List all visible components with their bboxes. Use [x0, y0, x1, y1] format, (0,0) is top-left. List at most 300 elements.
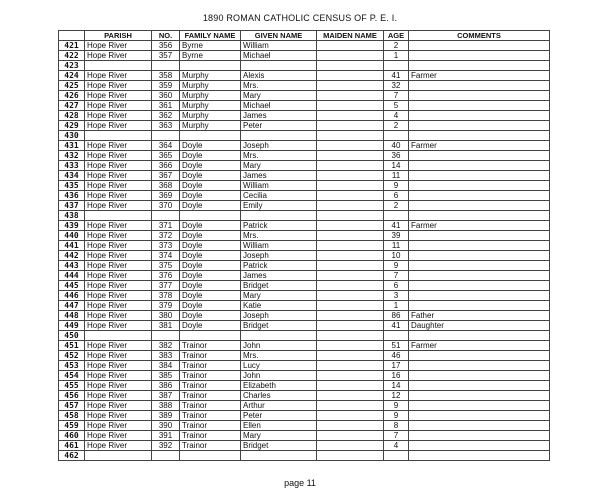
given-name-cell: Mary	[241, 161, 317, 171]
table-row	[59, 211, 550, 221]
family-name-cell	[180, 61, 241, 71]
no-cell: 379	[152, 301, 180, 311]
given-name-cell: Elizabeth	[241, 381, 317, 391]
table-row	[59, 51, 550, 61]
row-number: 450	[59, 331, 85, 341]
parish-cell: Hope River	[85, 361, 152, 371]
comments-header: COMMENTS	[409, 31, 550, 41]
parish-cell: Hope River	[85, 431, 152, 441]
age-cell: 7	[384, 431, 409, 441]
given-name-cell: Alexis	[241, 71, 317, 81]
table-row	[59, 131, 550, 141]
maiden-name-cell	[317, 111, 384, 121]
age-cell: 6	[384, 191, 409, 201]
row-number: 432	[59, 151, 85, 161]
maiden-name-cell	[317, 191, 384, 201]
comments-cell	[409, 371, 550, 381]
no-cell: 358	[152, 71, 180, 81]
row-number: 445	[59, 281, 85, 291]
given-name-cell: Peter	[241, 121, 317, 131]
maiden-name-cell	[317, 81, 384, 91]
row-number: 429	[59, 121, 85, 131]
row-number: 452	[59, 351, 85, 361]
parish-cell: Hope River	[85, 241, 152, 251]
table-row	[59, 391, 550, 401]
table-row	[59, 281, 550, 291]
parish-cell: Hope River	[85, 121, 152, 131]
table-row	[59, 161, 550, 171]
age-cell: 8	[384, 421, 409, 431]
comments-cell	[409, 331, 550, 341]
given-name-cell: Bridget	[241, 321, 317, 331]
family-name-cell: Doyle	[180, 171, 241, 181]
given-name-cell: William	[241, 181, 317, 191]
given-name-cell: Patrick	[241, 221, 317, 231]
given-name-cell: Mary	[241, 431, 317, 441]
family-name-cell: Murphy	[180, 71, 241, 81]
parish-cell: Hope River	[85, 401, 152, 411]
given-name-cell: Arthur	[241, 401, 317, 411]
row-number: 439	[59, 221, 85, 231]
given-name-cell: James	[241, 271, 317, 281]
comments-cell: Farmer	[409, 71, 550, 81]
parish-cell: Hope River	[85, 271, 152, 281]
age-cell: 14	[384, 381, 409, 391]
family-name-cell: Doyle	[180, 231, 241, 241]
no-cell	[152, 131, 180, 141]
given-name-cell: Mrs.	[241, 151, 317, 161]
family-name-cell: Trainor	[180, 441, 241, 451]
row-number: 447	[59, 301, 85, 311]
comments-cell: Farmer	[409, 341, 550, 351]
table-row	[59, 91, 550, 101]
family-name-cell: Doyle	[180, 151, 241, 161]
row-number: 423	[59, 61, 85, 71]
no-cell: 361	[152, 101, 180, 111]
no-cell: 388	[152, 401, 180, 411]
age-cell: 2	[384, 41, 409, 51]
maiden-name-cell	[317, 51, 384, 61]
comments-cell	[409, 161, 550, 171]
parish-cell: Hope River	[85, 101, 152, 111]
row-number: 458	[59, 411, 85, 421]
maiden-name-cell	[317, 211, 384, 221]
family-name-cell: Doyle	[180, 281, 241, 291]
age-cell: 9	[384, 261, 409, 271]
given-name-cell: Peter	[241, 411, 317, 421]
parish-cell: Hope River	[85, 41, 152, 51]
comments-cell	[409, 101, 550, 111]
comments-cell: Farmer	[409, 221, 550, 231]
row-number: 426	[59, 91, 85, 101]
no-cell: 371	[152, 221, 180, 231]
table-row	[59, 331, 550, 341]
age-cell	[384, 451, 409, 461]
family-name-header: FAMILY NAME	[180, 31, 241, 41]
maiden-name-cell	[317, 61, 384, 71]
maiden-name-cell	[317, 281, 384, 291]
given-name-cell	[241, 211, 317, 221]
table-row	[59, 81, 550, 91]
age-header: AGE	[384, 31, 409, 41]
comments-cell	[409, 271, 550, 281]
comments-cell	[409, 261, 550, 271]
parish-cell	[85, 131, 152, 141]
maiden-name-header: MAIDEN NAME	[317, 31, 384, 41]
maiden-name-cell	[317, 451, 384, 461]
row-number: 448	[59, 311, 85, 321]
table-row	[59, 261, 550, 271]
given-name-cell: John	[241, 371, 317, 381]
row-number: 435	[59, 181, 85, 191]
comments-cell	[409, 191, 550, 201]
given-name-cell: Bridget	[241, 441, 317, 451]
given-name-cell: Joseph	[241, 311, 317, 321]
table-row	[59, 291, 550, 301]
family-name-cell: Doyle	[180, 181, 241, 191]
parish-cell: Hope River	[85, 371, 152, 381]
age-cell: 41	[384, 321, 409, 331]
row-number: 442	[59, 251, 85, 261]
family-name-cell: Trainor	[180, 351, 241, 361]
row-number: 460	[59, 431, 85, 441]
no-cell: 368	[152, 181, 180, 191]
family-name-cell: Doyle	[180, 221, 241, 231]
row-number: 446	[59, 291, 85, 301]
comments-cell	[409, 351, 550, 361]
age-cell: 5	[384, 101, 409, 111]
table-row	[59, 371, 550, 381]
row-number: 427	[59, 101, 85, 111]
no-cell: 364	[152, 141, 180, 151]
comments-cell	[409, 401, 550, 411]
parish-cell: Hope River	[85, 161, 152, 171]
age-cell: 41	[384, 221, 409, 231]
maiden-name-cell	[317, 271, 384, 281]
parish-cell: Hope River	[85, 411, 152, 421]
age-cell	[384, 331, 409, 341]
row-number: 453	[59, 361, 85, 371]
parish-cell	[85, 61, 152, 71]
comments-cell	[409, 171, 550, 181]
row-number: 459	[59, 421, 85, 431]
no-cell: 356	[152, 41, 180, 51]
no-cell: 369	[152, 191, 180, 201]
row-number: 456	[59, 391, 85, 401]
no-cell: 392	[152, 441, 180, 451]
comments-cell	[409, 231, 550, 241]
parish-cell: Hope River	[85, 231, 152, 241]
given-name-cell: Emily	[241, 201, 317, 211]
maiden-name-cell	[317, 321, 384, 331]
family-name-cell: Doyle	[180, 201, 241, 211]
table-row	[59, 111, 550, 121]
parish-cell: Hope River	[85, 221, 152, 231]
comments-cell	[409, 301, 550, 311]
maiden-name-cell	[317, 361, 384, 371]
comments-cell: Farmer	[409, 141, 550, 151]
maiden-name-cell	[317, 381, 384, 391]
family-name-cell: Trainor	[180, 431, 241, 441]
family-name-cell: Doyle	[180, 271, 241, 281]
age-cell	[384, 211, 409, 221]
family-name-cell: Doyle	[180, 291, 241, 301]
no-cell: 365	[152, 151, 180, 161]
age-cell: 12	[384, 391, 409, 401]
given-name-cell: Mary	[241, 291, 317, 301]
table-row	[59, 121, 550, 131]
row-number: 457	[59, 401, 85, 411]
age-cell: 46	[384, 351, 409, 361]
no-cell: 360	[152, 91, 180, 101]
given-name-cell	[241, 451, 317, 461]
no-cell: 381	[152, 321, 180, 331]
age-cell: 2	[384, 201, 409, 211]
comments-cell	[409, 451, 550, 461]
no-cell: 378	[152, 291, 180, 301]
age-cell: 6	[384, 281, 409, 291]
given-name-cell	[241, 331, 317, 341]
given-name-cell	[241, 131, 317, 141]
given-name-cell: William	[241, 41, 317, 51]
comments-cell	[409, 61, 550, 71]
no-cell: 377	[152, 281, 180, 291]
given-name-cell: Joseph	[241, 251, 317, 261]
no-cell: 390	[152, 421, 180, 431]
maiden-name-cell	[317, 341, 384, 351]
given-name-cell: Bridget	[241, 281, 317, 291]
table-row	[59, 241, 550, 251]
age-cell: 39	[384, 231, 409, 241]
no-cell: 376	[152, 271, 180, 281]
family-name-cell: Byrne	[180, 51, 241, 61]
no-cell: 386	[152, 381, 180, 391]
maiden-name-cell	[317, 311, 384, 321]
maiden-name-cell	[317, 131, 384, 141]
comments-cell	[409, 181, 550, 191]
no-cell: 389	[152, 411, 180, 421]
age-cell: 4	[384, 111, 409, 121]
no-cell	[152, 61, 180, 71]
given-name-cell: Lucy	[241, 361, 317, 371]
maiden-name-cell	[317, 161, 384, 171]
row-number: 462	[59, 451, 85, 461]
given-name-cell: James	[241, 111, 317, 121]
age-cell: 1	[384, 51, 409, 61]
row-number: 437	[59, 201, 85, 211]
table-row	[59, 451, 550, 461]
row-number: 443	[59, 261, 85, 271]
given-name-cell: James	[241, 171, 317, 181]
age-cell	[384, 61, 409, 71]
no-cell	[152, 331, 180, 341]
comments-cell	[409, 131, 550, 141]
maiden-name-cell	[317, 151, 384, 161]
age-cell: 9	[384, 401, 409, 411]
page-number: page 11	[284, 478, 316, 488]
maiden-name-cell	[317, 241, 384, 251]
given-name-header: GIVEN NAME	[241, 31, 317, 41]
maiden-name-cell	[317, 101, 384, 111]
age-cell: 7	[384, 271, 409, 281]
family-name-cell: Trainor	[180, 381, 241, 391]
age-cell: 9	[384, 411, 409, 421]
family-name-cell: Trainor	[180, 421, 241, 431]
comments-cell	[409, 411, 550, 421]
parish-cell: Hope River	[85, 341, 152, 351]
family-name-cell: Murphy	[180, 91, 241, 101]
maiden-name-cell	[317, 181, 384, 191]
row-number: 433	[59, 161, 85, 171]
maiden-name-cell	[317, 201, 384, 211]
no-cell: 374	[152, 251, 180, 261]
row-number: 441	[59, 241, 85, 251]
family-name-cell	[180, 131, 241, 141]
family-name-cell: Murphy	[180, 121, 241, 131]
comments-cell	[409, 91, 550, 101]
family-name-cell: Doyle	[180, 261, 241, 271]
age-cell: 2	[384, 121, 409, 131]
parish-header: PARISH	[85, 31, 152, 41]
parish-cell: Hope River	[85, 141, 152, 151]
comments-cell	[409, 41, 550, 51]
given-name-cell: Katie	[241, 301, 317, 311]
given-name-cell: Michael	[241, 101, 317, 111]
parish-cell	[85, 211, 152, 221]
parish-cell: Hope River	[85, 391, 152, 401]
comments-cell	[409, 121, 550, 131]
given-name-cell: Cecilia	[241, 191, 317, 201]
age-cell: 14	[384, 161, 409, 171]
row-number: 440	[59, 231, 85, 241]
no-cell	[152, 451, 180, 461]
row-number: 422	[59, 51, 85, 61]
row-number-header	[59, 31, 85, 41]
table-row	[59, 171, 550, 181]
comments-cell	[409, 291, 550, 301]
no-cell: 380	[152, 311, 180, 321]
maiden-name-cell	[317, 351, 384, 361]
table-row	[59, 141, 550, 151]
age-cell: 7	[384, 91, 409, 101]
family-name-cell: Trainor	[180, 361, 241, 371]
parish-cell: Hope River	[85, 181, 152, 191]
table-row	[59, 151, 550, 161]
parish-cell	[85, 331, 152, 341]
no-cell: 375	[152, 261, 180, 271]
family-name-cell: Byrne	[180, 41, 241, 51]
row-number: 451	[59, 341, 85, 351]
given-name-cell	[241, 61, 317, 71]
given-name-cell: Joseph	[241, 141, 317, 151]
no-cell: 387	[152, 391, 180, 401]
comments-cell	[409, 251, 550, 261]
no-cell: 373	[152, 241, 180, 251]
age-cell: 51	[384, 341, 409, 351]
age-cell: 17	[384, 361, 409, 371]
parish-cell	[85, 451, 152, 461]
family-name-cell: Doyle	[180, 161, 241, 171]
family-name-cell: Trainor	[180, 341, 241, 351]
maiden-name-cell	[317, 371, 384, 381]
comments-cell	[409, 241, 550, 251]
table-row	[59, 341, 550, 351]
row-number: 424	[59, 71, 85, 81]
table-body	[59, 41, 550, 461]
table-row	[59, 401, 550, 411]
given-name-cell: Patrick	[241, 261, 317, 271]
no-cell: 391	[152, 431, 180, 441]
given-name-cell: John	[241, 341, 317, 351]
comments-cell	[409, 51, 550, 61]
table-row	[59, 271, 550, 281]
no-cell: 383	[152, 351, 180, 361]
age-cell	[384, 131, 409, 141]
census-table	[58, 30, 550, 461]
age-cell: 11	[384, 241, 409, 251]
table-row	[59, 381, 550, 391]
maiden-name-cell	[317, 291, 384, 301]
parish-cell: Hope River	[85, 351, 152, 361]
comments-cell	[409, 281, 550, 291]
given-name-cell: Mrs.	[241, 351, 317, 361]
family-name-cell: Trainor	[180, 371, 241, 381]
age-cell: 9	[384, 181, 409, 191]
comments-cell	[409, 361, 550, 371]
table-row	[59, 361, 550, 371]
age-cell: 16	[384, 371, 409, 381]
maiden-name-cell	[317, 391, 384, 401]
table-row	[59, 411, 550, 421]
table-row	[59, 311, 550, 321]
no-cell: 367	[152, 171, 180, 181]
table-row	[59, 231, 550, 241]
parish-cell: Hope River	[85, 321, 152, 331]
parish-cell: Hope River	[85, 201, 152, 211]
family-name-cell: Doyle	[180, 301, 241, 311]
no-cell: 385	[152, 371, 180, 381]
row-number: 430	[59, 131, 85, 141]
age-cell: 41	[384, 71, 409, 81]
age-cell: 4	[384, 441, 409, 451]
table-row	[59, 441, 550, 451]
parish-cell: Hope River	[85, 441, 152, 451]
row-number: 438	[59, 211, 85, 221]
comments-cell	[409, 441, 550, 451]
maiden-name-cell	[317, 171, 384, 181]
parish-cell: Hope River	[85, 381, 152, 391]
family-name-cell	[180, 451, 241, 461]
row-number: 455	[59, 381, 85, 391]
comments-cell	[409, 421, 550, 431]
maiden-name-cell	[317, 221, 384, 231]
table-row	[59, 301, 550, 311]
family-name-cell: Trainor	[180, 391, 241, 401]
comments-cell	[409, 381, 550, 391]
table-row	[59, 321, 550, 331]
family-name-cell: Doyle	[180, 251, 241, 261]
table-row	[59, 201, 550, 211]
parish-cell: Hope River	[85, 81, 152, 91]
family-name-cell: Trainor	[180, 411, 241, 421]
given-name-cell: Mrs.	[241, 231, 317, 241]
comments-cell	[409, 151, 550, 161]
no-cell: 384	[152, 361, 180, 371]
no-cell: 372	[152, 231, 180, 241]
maiden-name-cell	[317, 401, 384, 411]
no-cell: 363	[152, 121, 180, 131]
row-number: 444	[59, 271, 85, 281]
